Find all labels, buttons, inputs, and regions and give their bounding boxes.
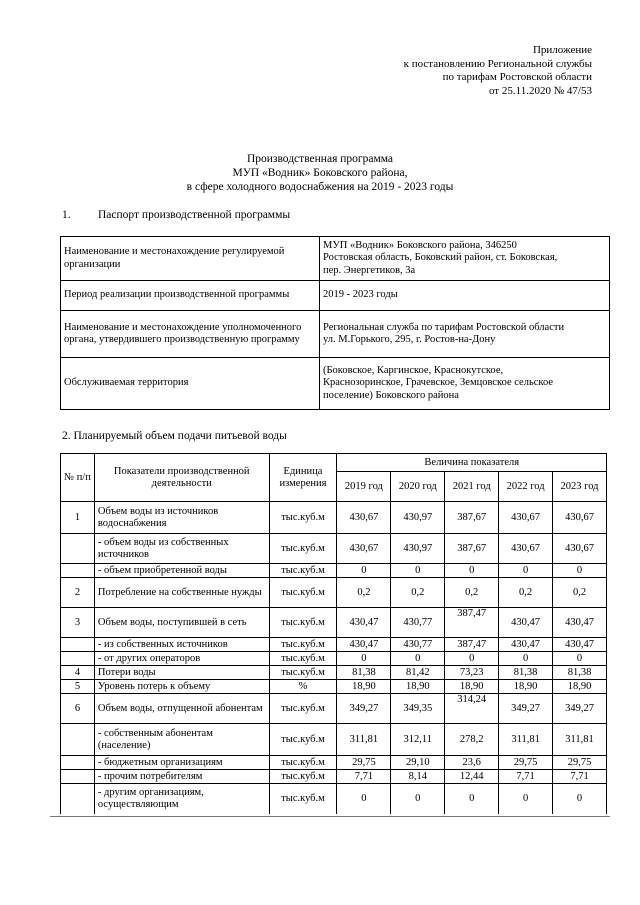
row-unit: тыс.куб.м: [269, 770, 337, 784]
row-value: 81,38: [553, 666, 607, 680]
row-num: 1: [61, 502, 95, 534]
row-value: 430,67: [337, 502, 391, 534]
row-value: 312,11: [391, 724, 445, 756]
row-value: 430,67: [499, 534, 553, 564]
row-unit: тыс.куб.м: [269, 534, 337, 564]
header-year: 2021 год: [445, 472, 499, 502]
row-num: 2: [61, 578, 95, 608]
row-value: 430,47: [553, 608, 607, 638]
row-value: 18,90: [337, 680, 391, 694]
row-value: 0: [391, 564, 445, 578]
title-line: Производственная программа: [246, 153, 394, 165]
passport-value: [320, 237, 610, 281]
passport-value: [320, 311, 610, 358]
row-unit: тыс.куб.м: [269, 694, 337, 724]
row-num: 6: [61, 694, 95, 724]
row-num: [61, 534, 95, 564]
table-row: [61, 770, 607, 784]
row-value: 430,67: [553, 502, 607, 534]
row-name: - из собственных источников: [94, 638, 269, 652]
row-value: 430,67: [553, 534, 607, 564]
row-value: 81,38: [499, 666, 553, 680]
title-line: в сфере холодного водоснабжения на 2019 - 2023 годы: [186, 181, 454, 193]
row-value: 7,71: [337, 770, 391, 784]
title-line: МУП «Водник» Боковского района,: [232, 167, 408, 179]
value-line: Ростовская область, Боковский район, ст. Боковская,: [323, 252, 558, 264]
header-group: Величина показателя: [337, 454, 607, 472]
table-row: [61, 502, 607, 534]
appendix-line: к постановлению Региональной службы: [403, 57, 592, 70]
row-value: 430,47: [553, 638, 607, 652]
row-value: 18,90: [499, 680, 553, 694]
row-name: Потери воды: [94, 666, 269, 680]
value-line: (Боковское, Каргинское, Краснокутское,: [323, 364, 504, 376]
passport-value: [320, 358, 610, 410]
table-row: [61, 638, 607, 652]
row-name: Потребление на собственные нужды: [94, 578, 269, 608]
row-value: 0: [337, 564, 391, 578]
value-line: 2019 - 2023 годы: [323, 289, 398, 301]
row-value: 430,47: [499, 608, 553, 638]
table-row: [61, 608, 607, 638]
row-unit: тыс.куб.м: [269, 608, 337, 638]
row-value: 8,14: [391, 770, 445, 784]
value-line: МУП «Водник» Боковского района, 346250: [323, 239, 517, 251]
appendix-line: по тарифам Ростовской области: [442, 71, 592, 83]
appendix-line: от 25.11.2020 № 47/53: [488, 84, 592, 97]
row-value: 430,47: [337, 638, 391, 652]
row-value: 7,71: [553, 770, 607, 784]
row-value: 349,27: [499, 694, 553, 724]
table-header-row: [61, 454, 607, 472]
row-value: 430,67: [499, 502, 553, 534]
row-num: [61, 724, 95, 756]
header-year: 2022 год: [499, 472, 553, 502]
row-unit: тыс.куб.м: [269, 666, 337, 680]
row-value: 387,47: [445, 608, 499, 638]
row-value: 29,75: [553, 756, 607, 770]
value-line: пер. Энергетиков, 3а: [323, 264, 416, 276]
page-cut-divider: [50, 816, 610, 817]
row-value: 387,67: [445, 502, 499, 534]
row-value: 18,90: [445, 680, 499, 694]
table-row: [61, 680, 607, 694]
row-value: 0,2: [499, 578, 553, 608]
appendix-line: Приложение: [532, 44, 592, 56]
volumes-table: [60, 453, 607, 814]
row-num: [61, 652, 95, 666]
value-line: ул. М.Горького, 295, г. Ростов-на-Дону: [323, 334, 496, 345]
row-value: 81,38: [337, 666, 391, 680]
passport-value: [320, 281, 610, 311]
passport-label: Обслуживаемая территория: [61, 358, 320, 410]
row-value: 29,75: [499, 756, 553, 770]
section-1-title: [62, 209, 290, 221]
row-unit: тыс.куб.м: [269, 756, 337, 770]
table-row: [61, 358, 610, 410]
row-value: 430,97: [391, 534, 445, 564]
table-row: [61, 237, 610, 281]
row-num: 4: [61, 666, 95, 680]
row-value: 0,2: [391, 578, 445, 608]
row-name: Объем воды из источников водоснабжения: [94, 502, 269, 534]
value-line: поселение) Боковского района: [323, 389, 459, 401]
row-num: [61, 756, 95, 770]
row-num: [61, 564, 95, 578]
row-num: [61, 770, 95, 784]
row-value: 0: [445, 652, 499, 666]
table-row: [61, 311, 610, 358]
row-name: Уровень потерь к объему: [94, 680, 269, 694]
row-value: 430,47: [337, 608, 391, 638]
row-value: 0: [337, 784, 391, 814]
row-value: 314,24: [445, 694, 499, 724]
row-value: 18,90: [391, 680, 445, 694]
row-value: 0: [337, 652, 391, 666]
table-row: [61, 281, 610, 311]
row-value: 0,2: [445, 578, 499, 608]
row-value: 0: [391, 784, 445, 814]
row-num: [61, 784, 95, 814]
table-row: [61, 666, 607, 680]
header-indicator: Показатели производственной деятельности: [94, 454, 269, 502]
table-row: [61, 534, 607, 564]
row-value: 0: [445, 784, 499, 814]
table-row: [61, 724, 607, 756]
row-value: 0: [499, 784, 553, 814]
row-value: 0: [499, 652, 553, 666]
row-unit: %: [269, 680, 337, 694]
row-value: 430,77: [391, 608, 445, 638]
row-num: 3: [61, 608, 95, 638]
row-value: 0: [391, 652, 445, 666]
row-value: 18,90: [553, 680, 607, 694]
row-value: 23,6: [445, 756, 499, 770]
row-name: - прочим потребителям: [94, 770, 269, 784]
row-name: Объем воды, поступившей в сеть: [94, 608, 269, 638]
table-row: [61, 756, 607, 770]
row-value: 311,81: [337, 724, 391, 756]
row-unit: тыс.куб.м: [269, 502, 337, 534]
row-name: - другим организациям, осуществляющим: [94, 784, 269, 814]
row-name: - от других операторов: [94, 652, 269, 666]
row-value: 0: [499, 564, 553, 578]
row-value: 311,81: [499, 724, 553, 756]
row-name: - собственным абонентам (население): [94, 724, 269, 756]
row-value: 311,81: [553, 724, 607, 756]
table-row: [61, 652, 607, 666]
row-unit: тыс.куб.м: [269, 564, 337, 578]
table-row: [61, 578, 607, 608]
value-line: Краснозоринское, Грачевское, Земцовское сельское: [323, 377, 554, 389]
header-num: № п/п: [61, 454, 95, 502]
table-row: [61, 784, 607, 814]
row-value: 0: [553, 564, 607, 578]
row-value: 430,67: [337, 534, 391, 564]
row-value: 29,10: [391, 756, 445, 770]
row-value: 0,2: [337, 578, 391, 608]
row-value: 387,47: [445, 638, 499, 652]
row-num: [61, 638, 95, 652]
row-unit: тыс.куб.м: [269, 652, 337, 666]
row-value: 81,42: [391, 666, 445, 680]
row-unit: тыс.куб.м: [269, 784, 337, 814]
row-value: 387,67: [445, 534, 499, 564]
row-value: 349,35: [391, 694, 445, 724]
header-unit: Единица измерения: [269, 454, 337, 502]
row-value: 278,2: [445, 724, 499, 756]
row-value: 430,77: [391, 638, 445, 652]
row-value: 349,27: [553, 694, 607, 724]
row-value: 29,75: [337, 756, 391, 770]
document-title: [60, 152, 580, 194]
row-value: 0: [553, 784, 607, 814]
value-line: Региональная служба по тарифам Ростовской области: [323, 321, 565, 333]
section-2-title: 2. Планируемый объем подачи питьевой воды: [62, 430, 287, 442]
section-title-text: Паспорт производственной программы: [98, 209, 291, 221]
row-value: 430,97: [391, 502, 445, 534]
appendix-block: [292, 44, 592, 98]
row-name: Объем воды, отпущенной абонентам: [94, 694, 269, 724]
row-value: 73,23: [445, 666, 499, 680]
row-unit: тыс.куб.м: [269, 724, 337, 756]
header-year: 2020 год: [391, 472, 445, 502]
row-value: 12,44: [445, 770, 499, 784]
row-name: - объем приобретенной воды: [94, 564, 269, 578]
passport-table: [60, 236, 610, 410]
row-name: - объем воды из собственных источников: [94, 534, 269, 564]
row-value: 0,2: [553, 578, 607, 608]
passport-label: Наименование и местонахождение уполномоченного органа, утвердившего производственную программу: [61, 311, 320, 358]
passport-label: Период реализации производственной программы: [61, 281, 320, 311]
row-value: 7,71: [499, 770, 553, 784]
header-year: 2023 год: [553, 472, 607, 502]
row-name: - бюджетным организациям: [94, 756, 269, 770]
section-number: 1.: [62, 209, 71, 221]
table-row: [61, 694, 607, 724]
row-unit: тыс.куб.м: [269, 578, 337, 608]
header-year: 2019 год: [337, 472, 391, 502]
row-value: 0: [445, 564, 499, 578]
row-value: 349,27: [337, 694, 391, 724]
table-row: [61, 564, 607, 578]
passport-label: Наименование и местонахождение регулируемой организации: [61, 237, 320, 281]
row-unit: тыс.куб.м: [269, 638, 337, 652]
row-value: 0: [553, 652, 607, 666]
row-num: 5: [61, 680, 95, 694]
row-value: 430,47: [499, 638, 553, 652]
